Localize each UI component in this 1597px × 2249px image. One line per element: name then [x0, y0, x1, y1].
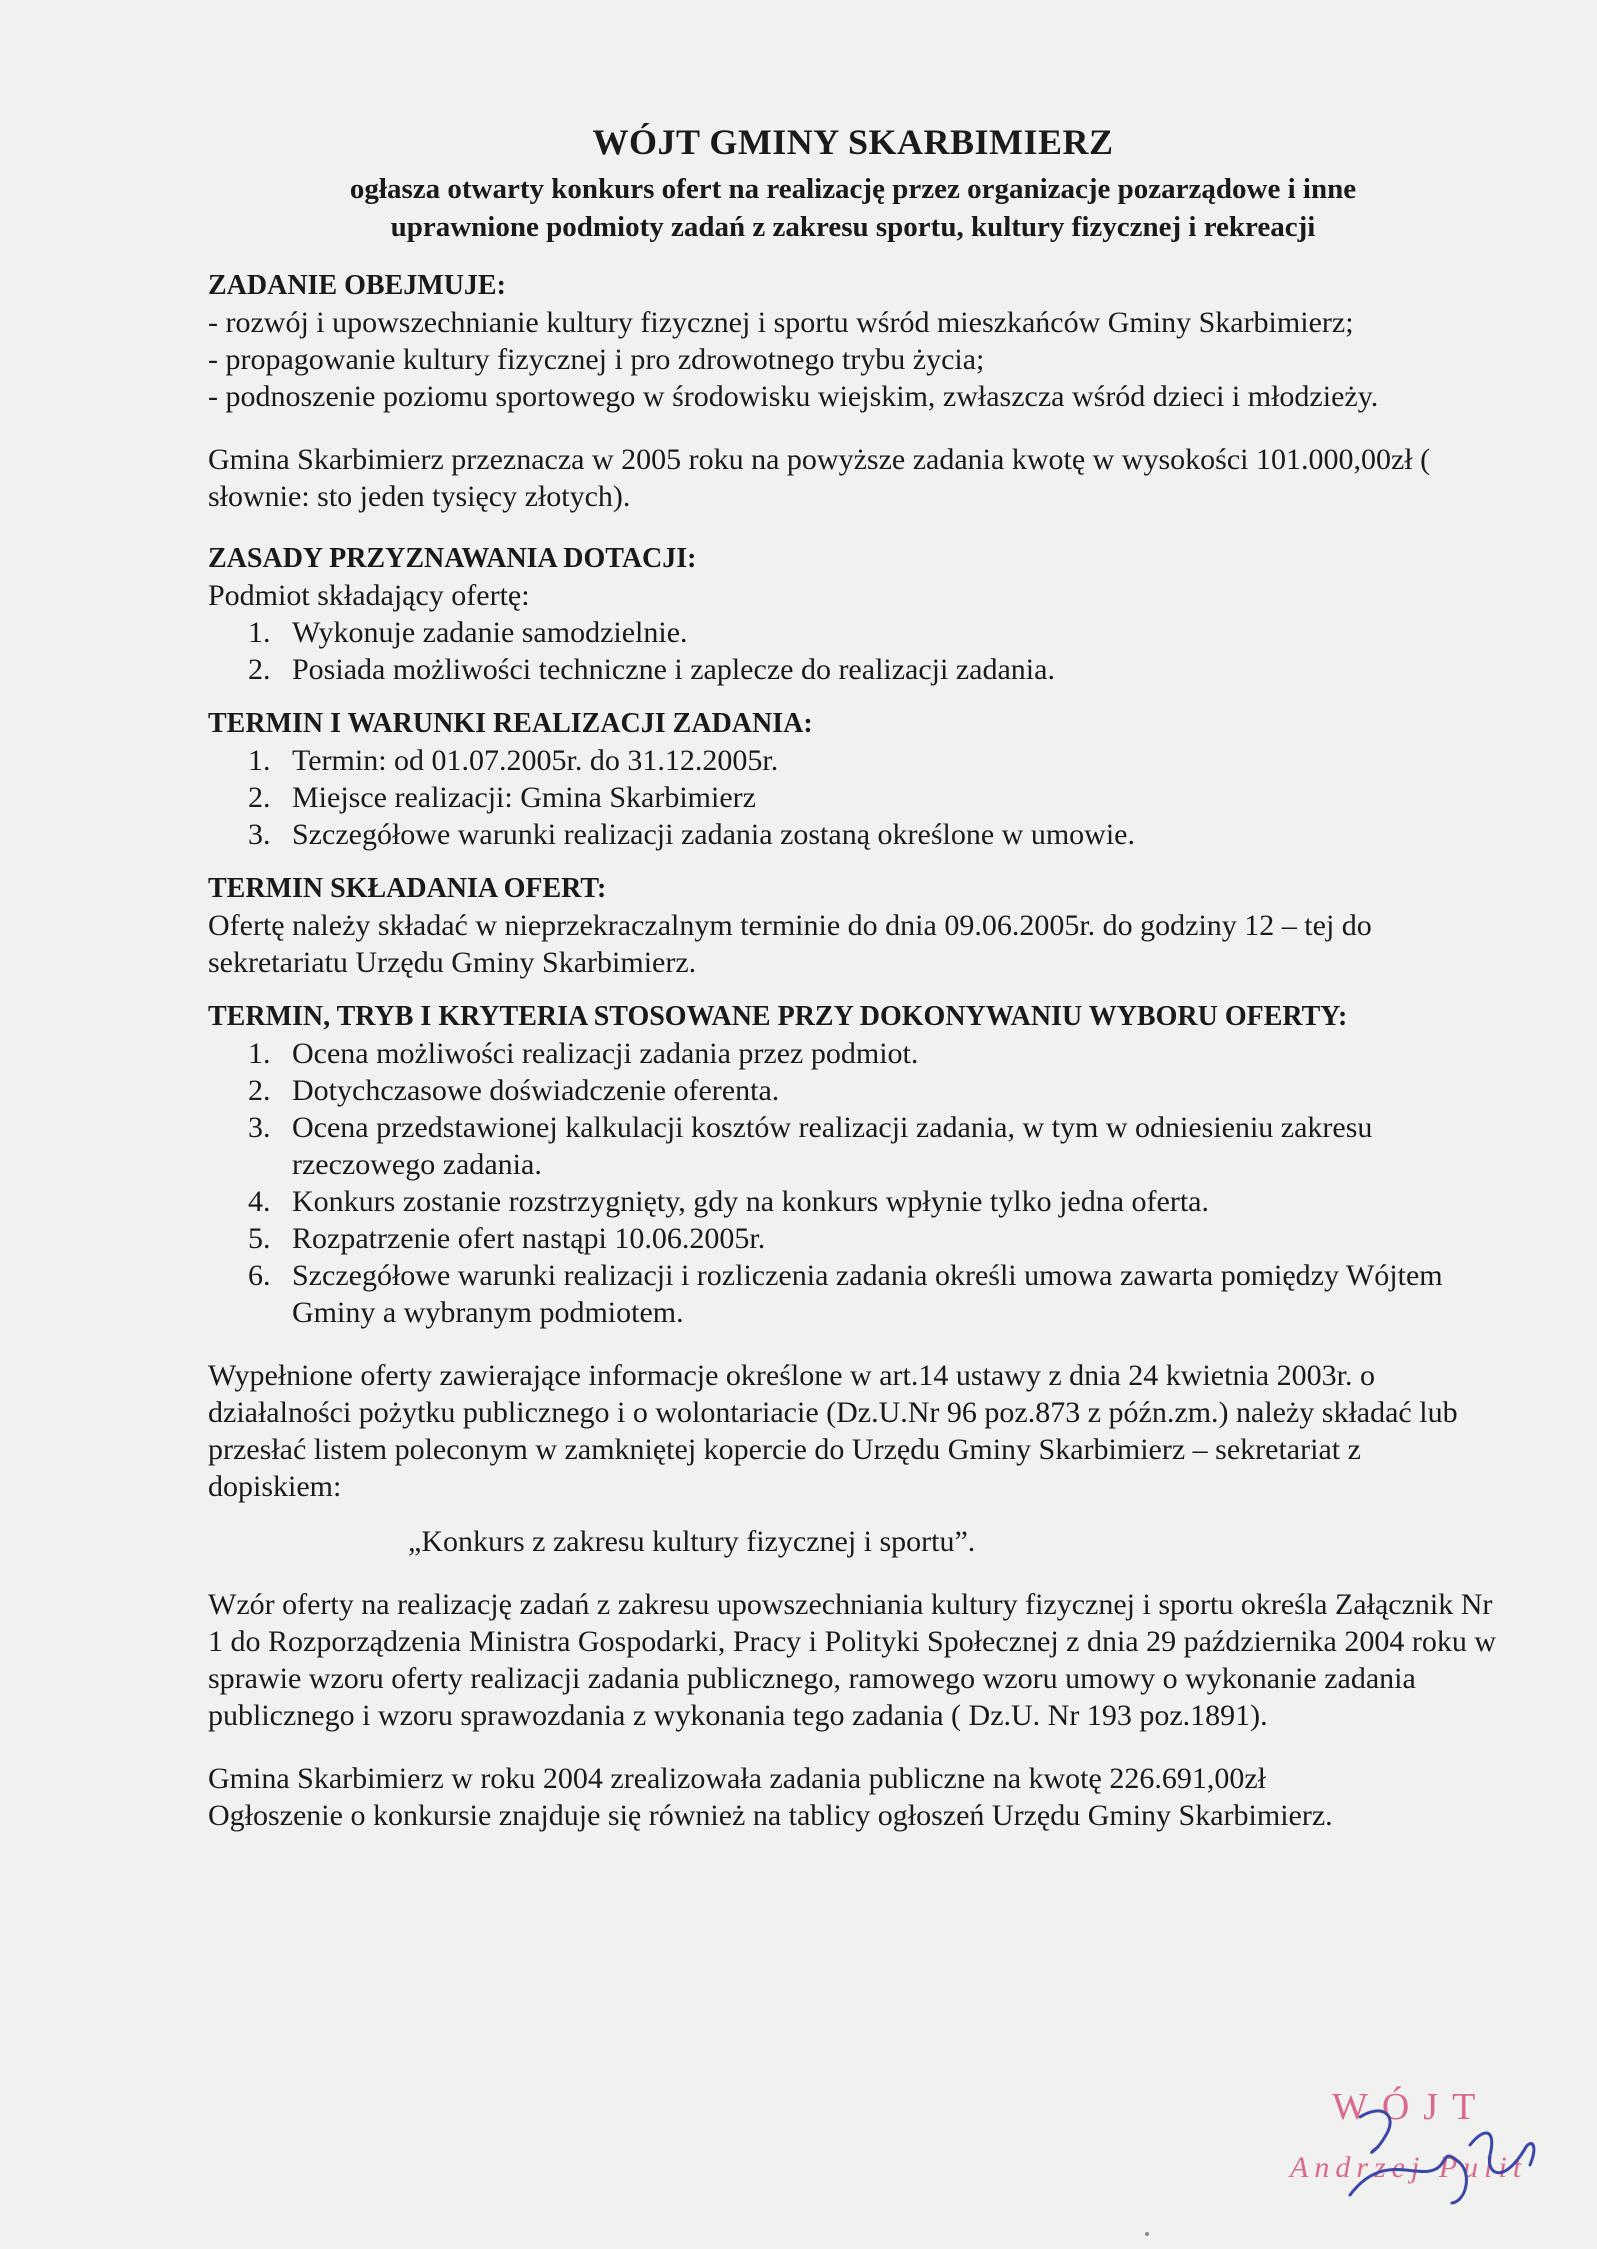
list-item [248, 1072, 1498, 1109]
scope-heading: ZADANIE OBEJMUJE: [208, 270, 506, 301]
list-item [248, 614, 1498, 651]
document-subtitle [208, 170, 1498, 246]
terms-list [208, 742, 1498, 853]
submission-text: Wypełnione oferty zawierające informacje określone w art.14 ustawy z dnia 24 kwietnia 2003r. o działalności pożytku publicznego i o wolontariacie (Dz.U.Nr 96 poz.873 z późn.zm.) należy składać lub przesłać listem poleconym w zamkniętej kopercie do Urzędu Gminy Skarbimierz – sekretariat z dopiskiem: [208, 1359, 1458, 1503]
rules-intro: Podmiot składający ofertę: [208, 579, 530, 612]
deadline-section [208, 871, 1498, 981]
subtitle-line-2: uprawnione podmioty zadań z zakresu sportu, kultury fizycznej i rekreacji [390, 211, 1316, 243]
closing-line-2: Ogłoszenie o konkursie znajduje się również na tablicy ogłoszeń Urzędu Gminy Skarbimierz. [208, 1799, 1333, 1832]
item-number: 2. [248, 653, 271, 686]
list-item [248, 816, 1498, 853]
rules-list [208, 614, 1498, 688]
list-item [248, 1183, 1498, 1220]
terms-section [208, 706, 1498, 853]
list-item [248, 1220, 1498, 1257]
template-info-paragraph: Wzór oferty na realizację zadań z zakresu upowszechniania kultury fizycznej i sportu określa Załącznik Nr 1 do Rozporządzenia Ministra Gospodarki, Pracy i Polityki Społecznej z dnia 29 października 2004 roku w sprawie wzoru oferty realizacji zadania publicznego, ramowego wzoru umowy o wykonanie zadania publicznego i wzoru sprawozdania z wykonania tego zadania ( Dz.U. Nr 193 poz.1891). [208, 1588, 1497, 1732]
closing-section [208, 1760, 1498, 1834]
item-text: Dotychczasowe doświadczenie oferenta. [292, 1074, 780, 1107]
item-number: 3. [248, 1111, 271, 1144]
stamp-title: WÓJT [1332, 2086, 1490, 2128]
list-item [248, 651, 1498, 688]
item-text: Ocena możliwości realizacji zadania przez podmiot. [292, 1037, 919, 1070]
list-item [248, 1035, 1498, 1072]
item-text: Szczegółowe warunki realizacji i rozliczenia zadania określi umowa zawarta pomiędzy Wójtem Gminy a wybranym podmiotem. [292, 1259, 1443, 1329]
item-number: 1. [248, 616, 271, 649]
scope-section [208, 268, 1498, 415]
scan-speck [1145, 2232, 1149, 2236]
criteria-heading: TERMIN, TRYB I KRYTERIA STOSOWANE PRZY DOKONYWANIU WYBORU OFERTY: [208, 1001, 1348, 1032]
stamp-name: Andrzej Pulit [1290, 2151, 1528, 2184]
criteria-section [208, 999, 1498, 1331]
item-number: 1. [248, 1037, 271, 1070]
document-title: WÓJT GMINY SKARBIMIERZ [592, 122, 1114, 162]
item-text: Ocena przedstawionej kalkulacji kosztów realizacji zadania, w tym w odniesieniu zakresu rzeczowego zadania. [292, 1111, 1373, 1181]
terms-heading: TERMIN I WARUNKI REALIZACJI ZADANIA: [208, 708, 813, 739]
list-item [248, 1109, 1498, 1183]
item-number: 3. [248, 818, 271, 851]
item-number: 5. [248, 1222, 271, 1255]
scope-item: - rozwój i upowszechnianie kultury fizycznej i sportu wśród mieszkańców Gminy Skarbimierz; [208, 306, 1354, 339]
handwritten-signature [1290, 2085, 1570, 2225]
deadline-heading: TERMIN SKŁADANIA OFERT: [208, 873, 607, 904]
item-number: 2. [248, 781, 271, 814]
item-text: Posiada możliwości techniczne i zaplecze do realizacji zadania. [292, 653, 1055, 686]
item-text: Rozpatrzenie ofert nastąpi 10.06.2005r. [292, 1222, 766, 1255]
announcement-body [208, 120, 1498, 1834]
rules-section [208, 541, 1498, 688]
item-text: Konkurs zostanie rozstrzygnięty, gdy na konkurs wpłynie tylko jedna oferta. [292, 1185, 1209, 1218]
funding-paragraph: Gmina Skarbimierz przeznacza w 2005 roku na powyższe zadania kwotę w wysokości 101.000,00zł ( słownie: sto jeden tysięcy złotych). [208, 443, 1431, 513]
item-number: 1. [248, 744, 271, 777]
item-text: Szczegółowe warunki realizacji zadania zostaną określone w umowie. [292, 818, 1135, 851]
subtitle-line-1: ogłasza otwarty konkurs ofert na realizację przez organizacje pozarządowe i inne [349, 173, 1357, 205]
item-number: 6. [248, 1259, 271, 1292]
official-stamp [1290, 2085, 1570, 2225]
list-item [248, 1257, 1498, 1331]
submission-quote: „Konkurs z zakresu kultury fizycznej i sportu”. [408, 1525, 976, 1558]
scope-list [208, 304, 1498, 415]
item-text: Termin: od 01.07.2005r. do 31.12.2005r. [292, 744, 779, 777]
item-number: 2. [248, 1074, 271, 1107]
submission-section [208, 1357, 1498, 1560]
scope-item: - podnoszenie poziomu sportowego w środowisku wiejskim, zwłaszcza wśród dzieci i młodzieży. [208, 380, 1379, 413]
list-item [248, 779, 1498, 816]
scope-item: - propagowanie kultury fizycznej i pro zdrowotnego trybu życia; [208, 343, 985, 376]
rules-heading: ZASADY PRZYZNAWANIA DOTACJI: [208, 543, 697, 574]
item-text: Miejsce realizacji: Gmina Skarbimierz [292, 781, 756, 814]
list-item [248, 742, 1498, 779]
deadline-text: Ofertę należy składać w nieprzekraczalnym terminie do dnia 09.06.2005r. do godziny 12 – tej do sekretariatu Urzędu Gminy Skarbimierz. [208, 909, 1372, 979]
closing-line-1: Gmina Skarbimierz w roku 2004 zrealizowała zadania publiczne na kwotę 226.691,00zł [208, 1762, 1266, 1795]
item-number: 4. [248, 1185, 271, 1218]
item-text: Wykonuje zadanie samodzielnie. [292, 616, 688, 649]
criteria-list [208, 1035, 1498, 1331]
